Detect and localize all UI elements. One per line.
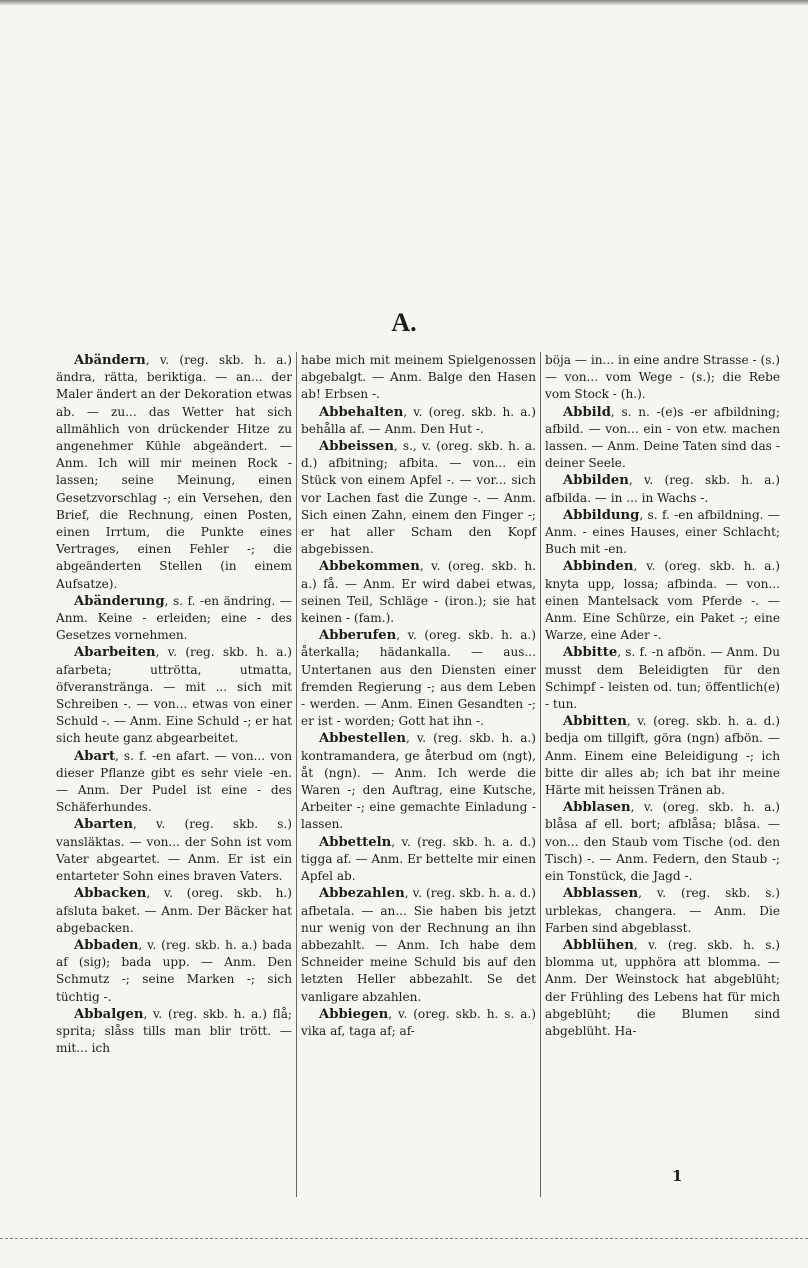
- page-number: 1: [672, 1167, 683, 1185]
- entry-text: , v. (oreg. skb. h. a.) knyta upp, lossa; afbinda. — von... einen Mantelsack vom Pferde -. — Anm. Eine Schürze, ein Paket -; eine Warze, eine Ader -.: [545, 559, 780, 643]
- dictionary-entry: [545, 404, 780, 473]
- dictionary-entry: [56, 748, 292, 817]
- dictionary-entry: [545, 507, 780, 559]
- entry-headword: Abblassen: [563, 886, 639, 902]
- dictionary-entry: [56, 1006, 292, 1058]
- dictionary-entry: [301, 730, 536, 833]
- entry-text: , s., v. (oreg. skb. h. a. d.) afbitning; afbita. — von... ein Stück von einem Apfel -. — vor... sich vor Lachen fast die Zunge -. — Anm. Sich einen Zahn, einem den Finger -; er hat aller Scham den Kopf abgebissen.: [301, 439, 536, 557]
- entry-text: böja — in... in eine andre Strasse - (s.) — von... vom Wege - (s.); die Rebe vom Stock - (h.).: [545, 353, 780, 402]
- entry-headword: Abbinden: [563, 559, 634, 575]
- dictionary-entry: [56, 816, 292, 885]
- entry-headword: Abbeissen: [319, 439, 394, 455]
- entry-headword: Abbaden: [74, 937, 139, 953]
- entry-headword: Abbild: [563, 404, 611, 420]
- entry-text: , v. (reg. skb. h. a.) flå; sprita; slåss tills man blir trött. — mit... ich: [56, 1006, 292, 1056]
- entry-headword: Abbestellen: [319, 731, 406, 747]
- dictionary-entry: [301, 352, 536, 404]
- dictionary-entry: [56, 352, 292, 593]
- page-bottom-rule: [0, 1238, 808, 1240]
- dictionary-entry: [545, 558, 780, 644]
- dictionary-entry: [545, 352, 780, 404]
- entry-text: , v. (reg. skb. h. a.) kontramandera, ge återbud om (ngt), åt (ngn). — Anm. Ich werde die Waren -; den Auftrag, eine Kutsche, Arbeiter -; eine gemachte Einladung - lassen.: [301, 731, 536, 832]
- dictionary-entry: [56, 644, 292, 747]
- entry-headword: Abbekommen: [319, 559, 420, 575]
- dictionary-entry: [545, 937, 780, 1040]
- entry-headword: Abbehalten: [319, 404, 404, 420]
- dictionary-entry: [56, 885, 292, 937]
- section-letter-heading: A.: [391, 308, 417, 337]
- dictionary-columns: [52, 352, 784, 1197]
- entry-headword: Abbilden: [563, 473, 629, 489]
- dictionary-entry: [301, 1006, 536, 1040]
- entry-text: , v. (oreg. skb. h. a. d.) bedja om tillgift, göra (ngn) afbön. — Anm. Einem eine Beleidigung -; ich bitte dir alles ab; ich bat ihr meine Härte mit heissen Tränen ab.: [545, 714, 780, 798]
- entry-headword: Abart: [74, 748, 116, 764]
- entry-headword: Abblasen: [563, 800, 631, 816]
- column-2: [296, 352, 540, 1197]
- entry-headword: Abänderung: [74, 593, 165, 609]
- entry-text: , v. (oreg. skb. h. s. a.) vika af, taga af; af-: [301, 1006, 536, 1038]
- entry-text: , v. (reg. skb. h. a. d.) tigga af. — Anm. Er bettelte mir einen Apfel ab.: [301, 834, 536, 884]
- entry-headword: Abbetteln: [319, 834, 392, 850]
- entry-text: , s. f. -en afbildning. — Anm. - eines Hauses, einer Schlacht; Buch mit -en.: [545, 507, 780, 557]
- entry-text: , s. f. -en ändring. — Anm. Keine - erleiden; eine - des Gesetzes vornehmen.: [56, 593, 292, 643]
- dictionary-entry: [301, 627, 536, 730]
- entry-headword: Abbalgen: [74, 1006, 144, 1022]
- dictionary-entry: [301, 438, 536, 558]
- entry-headword: Abarbeiten: [74, 645, 156, 661]
- dictionary-entry: [545, 713, 780, 799]
- dictionary-entry: [56, 937, 292, 1006]
- entry-text: , s. f. -en afart. — von... von dieser Pflanze gibt es sehr viele -en. — Anm. Der Pudel ist eine - des Schäferhundes.: [56, 748, 292, 815]
- page-top-edge: [0, 0, 808, 6]
- entry-text: , v. (oreg. skb. h. a.) behålla af. — Anm. Den Hut -.: [301, 404, 536, 436]
- dictionary-entry: [545, 472, 780, 506]
- entry-headword: Abbezahlen: [319, 886, 405, 902]
- dictionary-entry: [545, 799, 780, 885]
- dictionary-entry: [301, 558, 536, 627]
- entry-text: habe mich mit meinem Spielgenossen abgebalgt. — Anm. Balge den Hasen ab! Erbsen -.: [301, 353, 536, 402]
- entry-headword: Abbiegen: [319, 1006, 389, 1022]
- entry-text: , s. f. -n afbön. — Anm. Du musst dem Beleidigten für den Schimpf - leisten od. tun; öffentlich(e) - tun.: [545, 645, 780, 712]
- column-1: [52, 352, 296, 1197]
- entry-text: , s. n. -(e)s -er afbildning; afbild. — von... ein - von etw. machen lassen. — Anm. Deine Taten sind das - deiner Seele.: [545, 404, 780, 471]
- entry-text: , v. (oreg. skb. h. a.) blåsa af ell. bort; afblåsa; blåsa. — von... den Staub vom Tische (od. den Tisch) -. — Anm. Federn, den Staub -; ein Tonstück, die Jagd -.: [545, 800, 780, 884]
- dictionary-entry: [545, 885, 780, 937]
- dictionary-entry: [301, 404, 536, 438]
- entry-text: , v. (reg. skb. h. a.) ändra, rätta, beriktiga. — an... der Maler ändert an der Dekoration etwas ab. — zu... das Wetter hat sich allmählich von drückender Hitze zu angenehmer Kühle abgeändert. — Anm. Ich will mir meinen Rock - lassen; seine Meinung, einen Gesetzvorschlag -; ein Versehen, den Brief, die Rechnung, einen Posten, einen Irrtum, die Punkte eines Vertrages, einen Fehler -; die abgeänderten Stellen (in einem Aufsatze).: [56, 353, 292, 591]
- entry-text: , v. (oreg. skb. h. a.) återkalla; hädankalla. — aus... Untertanen aus den Diensten einer fremden Regierung -; aus dem Leben - werden. — Anm. Einen Gesandten -; er ist - worden; Gott hat ihn -.: [301, 628, 536, 729]
- dictionary-entry: [301, 834, 536, 886]
- entry-headword: Abarten: [74, 817, 134, 833]
- entry-headword: Abändern: [74, 353, 146, 368]
- entry-text: , v. (oreg. skb. h. a.) få. — Anm. Er wird dabei etwas, seinen Teil, Schläge - (iron.); sie hat keinen - (fam.).: [301, 559, 536, 626]
- entry-headword: Abberufen: [319, 628, 397, 644]
- entry-text: , v. (reg. skb. h. s.) blomma ut, upphöra att blomma. — Anm. Der Weinstock hat abgeblüht; der Frühling des Lebens hat für mich abgeblüht; die Blumen sind abgeblüht. Ha-: [545, 937, 780, 1038]
- dictionary-entry: [56, 593, 292, 645]
- entry-headword: Abbacken: [74, 886, 147, 902]
- dictionary-entry: [545, 644, 780, 713]
- dictionary-entry: [301, 885, 536, 1005]
- entry-text: , v. (reg. skb. h. a.) afbilda. — in ... in Wachs -.: [545, 473, 780, 505]
- column-3: [540, 352, 784, 1197]
- entry-text: , v. (reg. skb. s.) vansläktas. — von... der Sohn ist vom Vater abgeartet. — Anm. Er ist ein entarteter Sohn eines braven Vaters.: [56, 817, 292, 884]
- entry-text: , v. (reg. skb. h. a.) afarbeta; uttrötta, utmatta, öfveransträngа. — mit ... sich mit Schreiben -. — von... etwas von einer Schuld -. — Anm. Eine Schuld -; er hat sich heute ganz abgearbeitet.: [56, 645, 292, 746]
- entry-text: , v. (reg. skb. h. a.) bada af (sig); bada upp. — Anm. Den Schmutz -; seine Marken -; sich tüchtig -.: [56, 937, 292, 1004]
- entry-headword: Abbitte: [563, 645, 618, 661]
- entry-text: , v. (oreg. skb. h.) afsluta baket. — Anm. Der Bäcker hat abgebacken.: [56, 886, 292, 935]
- entry-text: , v. (reg. skb. h. a. d.) afbetala. — an... Sie haben bis jetzt nur wenig von der Rechnung an ihn abbezahlt. — Anm. Ich habe dem Schneider meine Schuld bis auf den letzten Heller abbezahlt. Se det vanligare abzahlen.: [301, 886, 536, 1004]
- entry-headword: Abbildung: [563, 507, 640, 523]
- entry-headword: Abbitten: [563, 714, 627, 730]
- entry-headword: Abblühen: [563, 937, 634, 953]
- entry-text: , v. (reg. skb. s.) urblekas, changera. — Anm. Die Farben sind abgeblasst.: [545, 886, 780, 935]
